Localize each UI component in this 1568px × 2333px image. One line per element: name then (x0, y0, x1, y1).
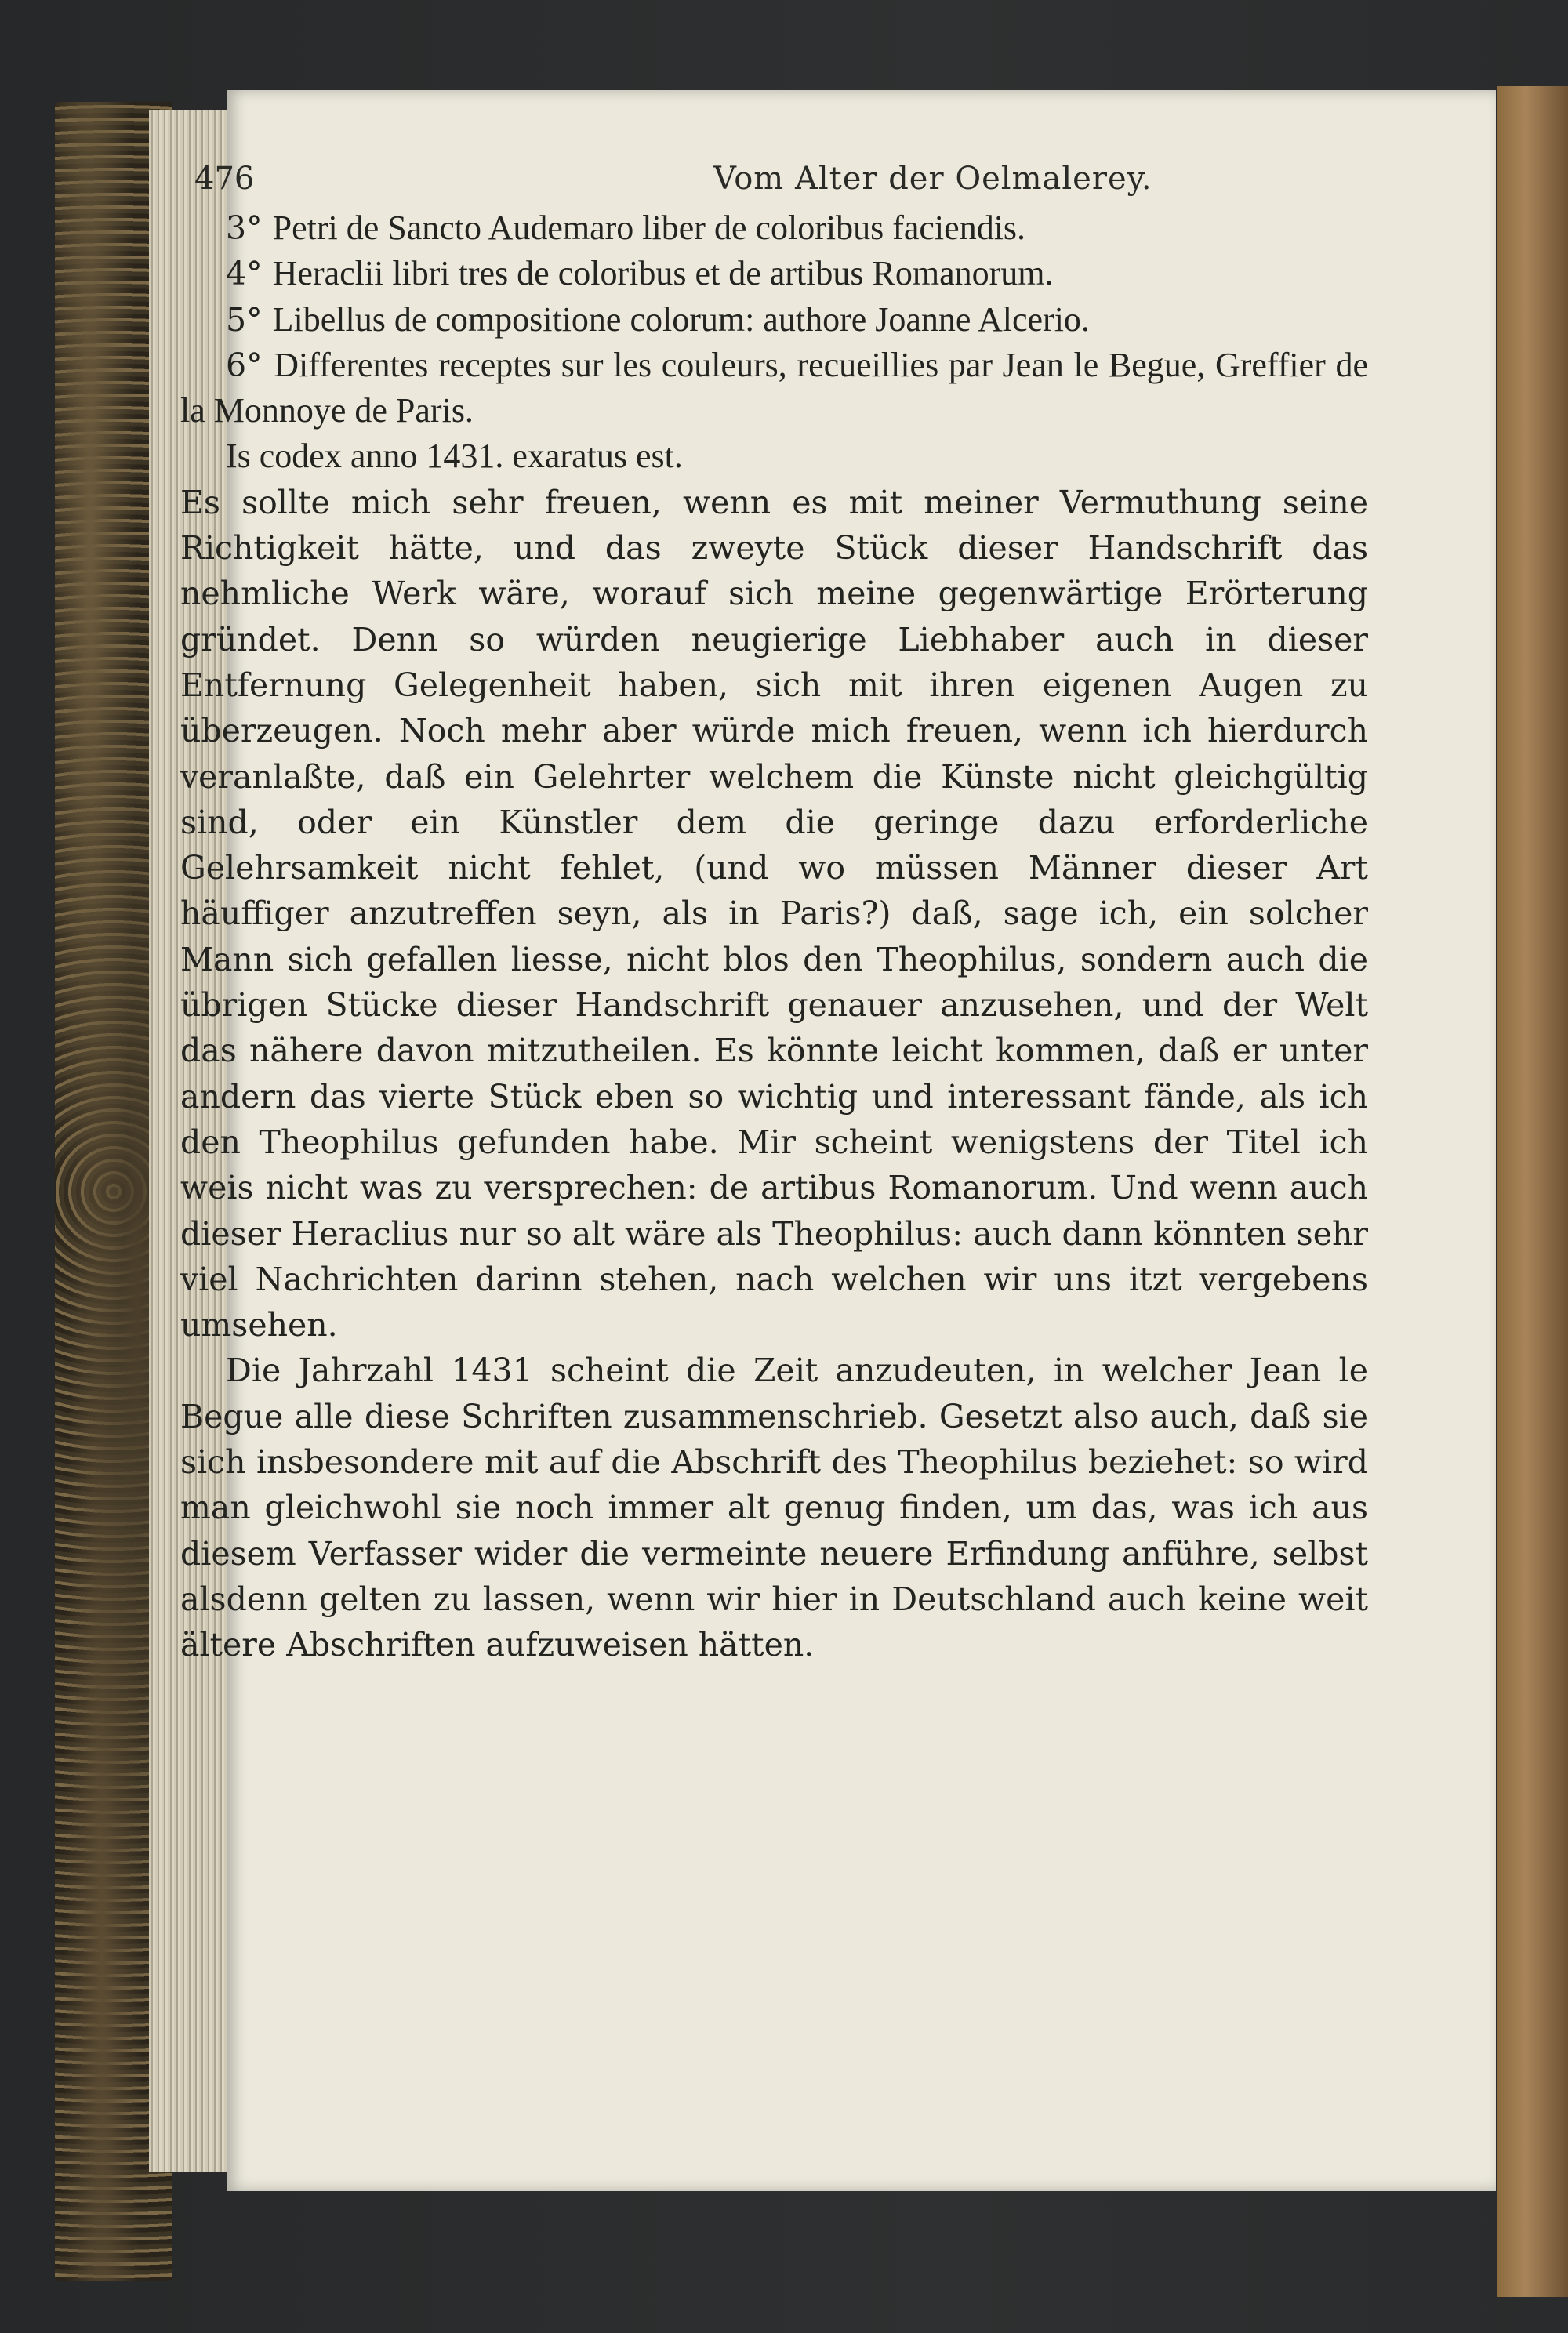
running-title: Vom Alter der Oelmalerey. (713, 161, 1152, 197)
page-number: 476 (194, 161, 255, 197)
paragraph-2: Die Jahrzahl 1431 scheint die Zeit anzudeuten, in welcher Jean le Begue alle diese Schriften zusammenschrieb. Gesetzt also auch, daß sie sich insbesondere mit auf die Abschrift des Theophilus beziehet: so wird man gleichwohl sie noch immer alt genug finden, um das, was ich aus diesem Verfasser wider die vermeinte neuere Erfindung anführe, selbst alsdenn gelten zu lassen, wenn wir hier in Deutschland auch keine weit ältere Abschriften aufzuweisen hätten. (180, 1352, 1368, 1664)
page-body (180, 205, 1368, 1668)
codex-line: Is codex anno 1431. exaratus est. (226, 437, 683, 476)
list-item-3: 3° Petri de Sancto Audemaro liber de coloribus faciendis. (226, 209, 1026, 247)
list-item-6: 6° Differentes receptes sur les couleurs, recueillies par Jean le Begue, Greffier de la Monnoye de Paris. (180, 345, 1368, 430)
list-item-5: 5° Libellus de compositione colorum: authore Joanne Alcerio. (226, 299, 1090, 339)
list-item-4: 4° Heraclii libri tres de coloribus et de artibus Romanorum. (226, 254, 1054, 293)
paragraph-1: Es sollte mich sehr freuen, wenn es mit meiner Vermuthung seine Richtigkeit hätte, und das zweyte Stück dieser Handschrift das nehmliche Werk wäre, worauf sich meine gegenwärtige Erörterung gründet. Denn so würden neugierige Liebhaber auch in dieser Entfernung Gelegenheit haben, sich mit ihren eigenen Augen zu überzeugen. Noch mehr aber würde mich freuen, wenn ich hierdurch veranlaßte, daß ein Gelehrter welchem die Künste nicht gleichgültig sind, oder ein Künstler dem die geringe dazu erforderliche Gelehrsamkeit nicht fehlet, (und wo müssen Männer dieser Art häuffiger anzutreffen seyn, als in Paris?) daß, sage ich, ein solcher Mann sich gefallen liesse, nicht blos den Theophilus, sondern auch die übrigen Stücke dieser Handschrift genauer anzusehen, und der Welt das nähere davon mitzutheilen. Es könnte leicht kommen, daß er unter andern das vierte Stück eben so wichtig und interessant fände, als ich den Theophilus gefunden habe. Mir scheint wenigstens der Titel ich weis nicht was zu versprechen: de artibus Romanorum. Und wenn auch dieser Heraclius nur so alt wäre als Theophilus: auch dann könnten sehr viel Nachrichten darinn stehen, nach welchen wir uns itzt vergebens umsehen. (180, 483, 1368, 1344)
book-spine (1497, 86, 1568, 2297)
